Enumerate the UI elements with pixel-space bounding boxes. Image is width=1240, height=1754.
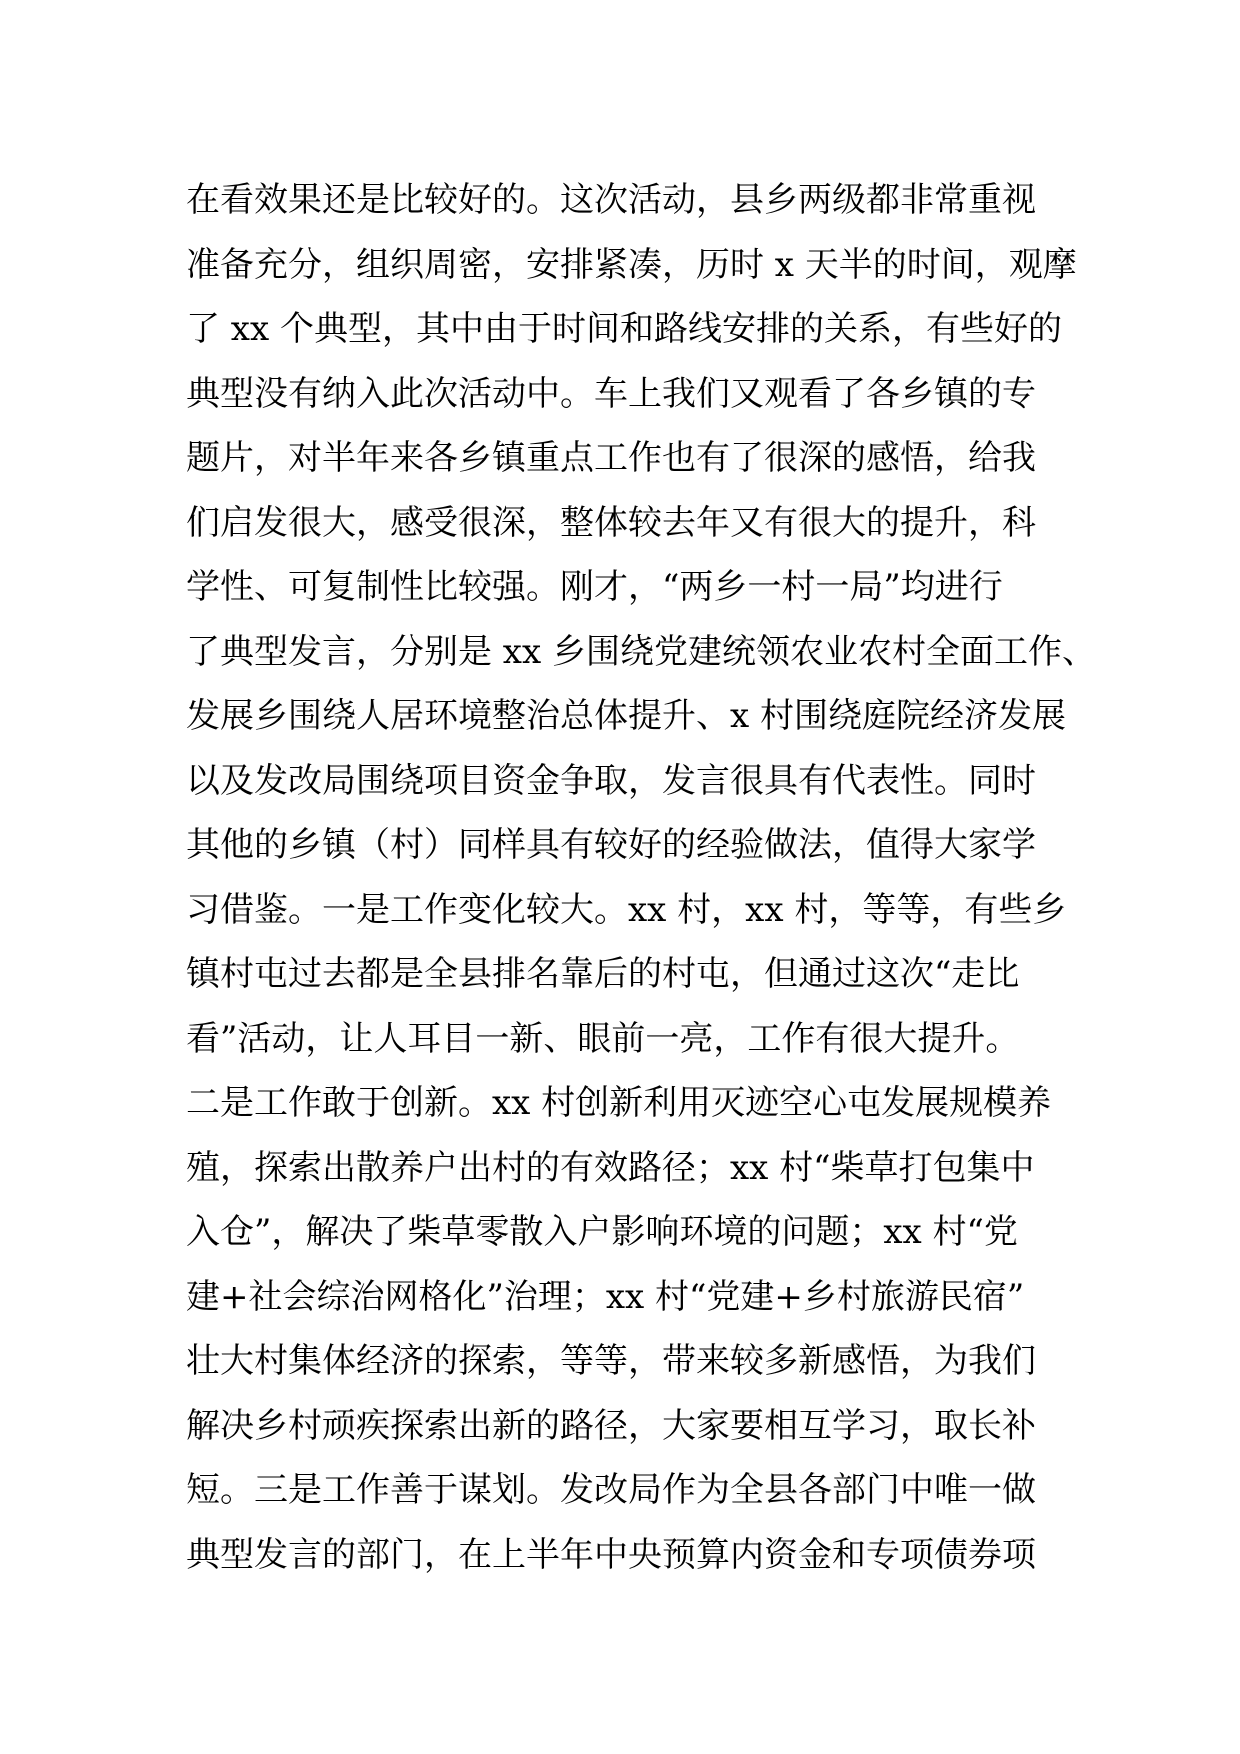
text-line: 们启发很大，感受很深，整体较去年又有很大的提升，科 [186,502,1036,543]
body-text [186,168,1106,1587]
text-line: 二是工作敢于创新。xx 村创新利用灭迹空心屯发展规模养 [186,1083,1052,1123]
text-line: 看”活动，让人耳目一新、眼前一亮，工作有很大提升。 [186,1018,1020,1059]
text-line: 发展乡围绕人居环境整治总体提升、x 村围绕庭院经济发展 [186,696,1066,736]
text-line: 建+社会综治网格化”治理；xx 村“党建+乡村旅游民宿” [186,1276,1025,1317]
text-line: 典型发言的部门，在上半年中央预算内资金和专项债券项 [186,1534,1036,1575]
text-line: 了 xx 个典型，其中由于时间和路线安排的关系，有些好的 [186,309,1062,349]
text-line: 解决乡村顽疾探索出新的路径，大家要相互学习，取长补 [186,1405,1036,1446]
text-line: 以及发改局围绕项目资金争取，发言很具有代表性。同时 [186,760,1036,801]
text-line: 其他的乡镇（村）同样具有较好的经验做法，值得大家学 [186,825,1036,865]
text-line: 殖，探索出散养户出村的有效路径；xx 村“柴草打包集中 [186,1147,1035,1188]
text-line: 短。三是工作善于谋划。发改局作为全县各部门中唯一做 [186,1470,1036,1510]
text-line: 在看效果还是比较好的。这次活动，县乡两级都非常重视 [186,180,1036,220]
text-line: 准备充分，组织周密，安排紧凑，历时 x 天半的时间，观摩 [186,244,1077,285]
text-line: 入仓”，解决了柴草零散入户影响环境的问题；xx 村“党 [186,1212,1018,1252]
text-line: 典型没有纳入此次活动中。车上我们又观看了各乡镇的专 [186,373,1036,414]
text-line: 壮大村集体经济的探索，等等，带来较多新感悟，为我们 [186,1341,1036,1381]
text-line: 镇村屯过去都是全县排名靠后的村屯，但通过这次“走比 [186,954,1020,994]
text-line: 学性、可复制性比较强。刚才，“两乡一村一局”均进行 [186,567,1003,607]
text-line: 题片，对半年来各乡镇重点工作也有了很深的感悟，给我 [186,438,1036,478]
text-line: 了典型发言，分别是 xx 乡围绕党建统领农业农村全面工作、 [186,631,1096,672]
text-line: 习借鉴。一是工作变化较大。xx 村，xx 村，等等，有些乡 [186,889,1067,930]
